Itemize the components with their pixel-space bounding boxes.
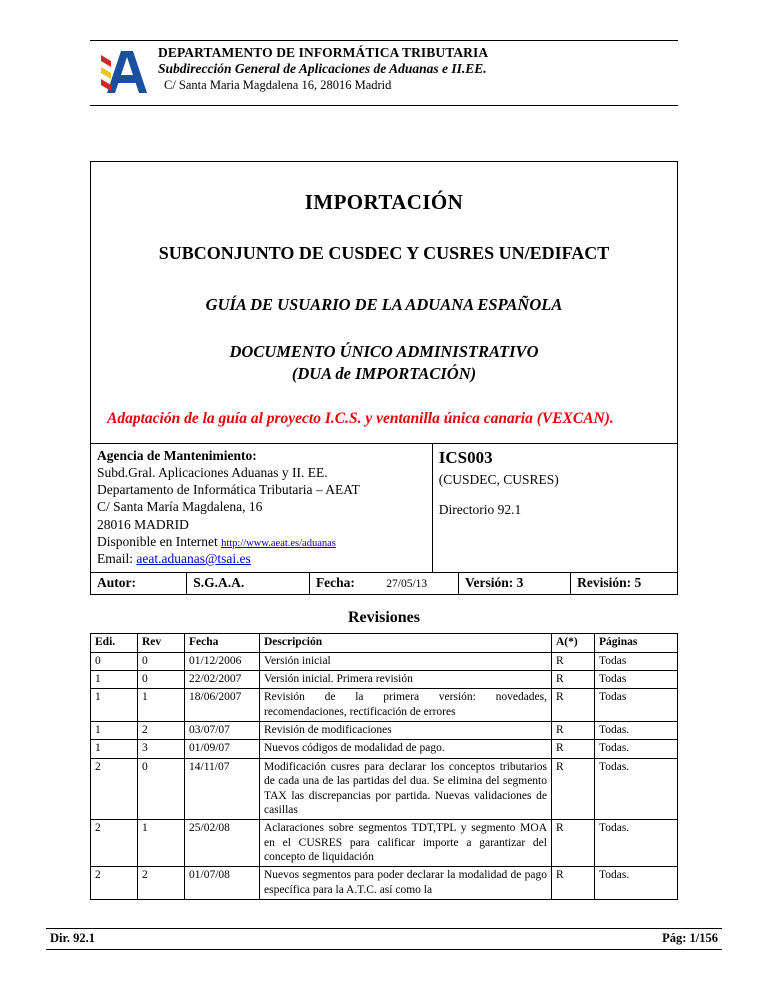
cell-rev: 2 bbox=[138, 722, 185, 740]
column-header-fecha: Fecha bbox=[185, 634, 260, 652]
agency-row bbox=[91, 443, 678, 572]
author-label-cell bbox=[91, 573, 187, 595]
document-title: IMPORTACIÓN bbox=[304, 190, 464, 214]
cell-rev: 1 bbox=[138, 689, 185, 722]
address-line: C/ Santa Maria Magdalena 16, 28016 Madrid bbox=[164, 77, 392, 92]
cell-rev: 0 bbox=[138, 758, 185, 820]
cell-fecha: 25/02/08 bbox=[185, 820, 260, 867]
footer-directory: Dir. 92.1 bbox=[50, 931, 96, 945]
cell-descripcion: Versión inicial. Primera revisión bbox=[260, 670, 552, 688]
column-header-edi: Edi. bbox=[91, 634, 138, 652]
cell-edi: 2 bbox=[91, 758, 138, 820]
footer-page-number: Pág: 1/156 bbox=[662, 931, 718, 945]
revision-cell bbox=[571, 573, 678, 595]
agency-line-4: 28016 MADRID bbox=[97, 516, 189, 532]
cell-a: R bbox=[552, 722, 595, 740]
aeat-website-link[interactable]: http://www.aeat.es/aduanas bbox=[221, 537, 336, 549]
cell-paginas: Todas. bbox=[595, 867, 678, 900]
version-label: Versión: 3 bbox=[465, 575, 524, 591]
header-text-block bbox=[156, 45, 678, 99]
cell-paginas: Todas bbox=[595, 689, 678, 722]
date-label: Fecha: bbox=[315, 575, 355, 591]
cell-edi: 2 bbox=[91, 867, 138, 900]
author-value: S.G.A.A. bbox=[193, 575, 245, 591]
author-value-cell bbox=[187, 573, 310, 595]
cell-paginas: Todas. bbox=[595, 722, 678, 740]
document-code-subtitle: (CUSDEC, CUSRES) bbox=[438, 471, 559, 487]
document-subtitle-3 bbox=[101, 341, 667, 385]
agency-details-cell bbox=[91, 443, 433, 572]
directory-label: Directorio 92.1 bbox=[438, 501, 522, 517]
author-label: Autor: bbox=[97, 575, 136, 591]
cell-rev: 0 bbox=[138, 652, 185, 670]
cell-edi: 1 bbox=[91, 722, 138, 740]
document-subtitle-2: GUÍA DE USUARIO DE LA ADUANA ESPAÑOLA bbox=[205, 295, 563, 315]
cell-fecha: 14/11/07 bbox=[185, 758, 260, 820]
agency-line-3: C/ Santa María Magdalena, 16 bbox=[97, 499, 263, 515]
date-cell bbox=[309, 573, 458, 595]
aeat-logo bbox=[90, 45, 156, 99]
cell-fecha: 18/06/2007 bbox=[185, 689, 260, 722]
agency-info-table bbox=[90, 443, 678, 573]
agency-label: Agencia de Mantenimiento: bbox=[97, 447, 257, 463]
document-header bbox=[90, 40, 678, 106]
cell-a: R bbox=[552, 820, 595, 867]
code-cell bbox=[432, 443, 677, 572]
cell-paginas: Todas. bbox=[595, 820, 678, 867]
cell-a: R bbox=[552, 758, 595, 820]
cell-fecha: 01/09/07 bbox=[185, 740, 260, 758]
aeat-logo-icon bbox=[99, 45, 151, 99]
cell-a: R bbox=[552, 670, 595, 688]
cell-fecha: 22/02/2007 bbox=[185, 670, 260, 688]
revisions-table bbox=[90, 633, 678, 900]
document-subtitle-3-line1: DOCUMENTO ÚNICO ADMINISTRATIVO bbox=[229, 342, 539, 362]
adaptation-note: Adaptación de la guía al proyecto I.C.S. y ventanilla única canaria (VEXCAN). bbox=[107, 409, 614, 427]
date-value: 27/05/13 bbox=[386, 578, 428, 591]
cell-paginas: Todas. bbox=[595, 740, 678, 758]
document-subtitle-3-line2: (DUA de IMPORTACIÓN) bbox=[291, 364, 477, 384]
cell-fecha: 01/07/08 bbox=[185, 867, 260, 900]
subdirection-name: Subdirección General de Aplicaciones de Aduanas e II.EE. bbox=[158, 61, 487, 77]
cell-descripcion: Nuevos segmentos para poder declarar la modalidad de pago específica para la A.T.C. así como la bbox=[260, 867, 552, 900]
table-row bbox=[91, 740, 678, 758]
cell-a: R bbox=[552, 867, 595, 900]
cell-rev: 2 bbox=[138, 867, 185, 900]
document-code: ICS003 bbox=[438, 447, 493, 467]
cell-edi: 2 bbox=[91, 820, 138, 867]
cell-descripcion: Revisión de la primera versión: novedades, recomendaciones, rectificación de errores bbox=[260, 689, 552, 722]
cell-descripcion: Aclaraciones sobre segmentos TDT,TPL y segmento MOA en el CUSRES para calificar importe a garantizar del concepto de liquidación bbox=[260, 820, 552, 867]
cell-descripcion: Modificación cusres para declarar los conceptos tributarios de cada una de las partidas del dua. Se elimina del segmento TAX las discrepancias por partida. Nuevas validaciones de casillas bbox=[260, 758, 552, 820]
page-footer bbox=[46, 928, 722, 950]
revisions-header-row bbox=[91, 634, 678, 652]
cell-edi: 1 bbox=[91, 670, 138, 688]
column-header-paginas: Páginas bbox=[595, 634, 678, 652]
internet-label: Disponible en Internet bbox=[97, 533, 218, 549]
table-row bbox=[91, 867, 678, 900]
cell-a: R bbox=[552, 689, 595, 722]
cell-descripcion: Versión inicial bbox=[260, 652, 552, 670]
title-block bbox=[90, 161, 678, 443]
internet-line bbox=[97, 533, 426, 550]
email-link[interactable]: aeat.aduanas@tsai.es bbox=[136, 551, 251, 566]
column-header-rev: Rev bbox=[138, 634, 185, 652]
cell-paginas: Todas. bbox=[595, 758, 678, 820]
revision-label: Revisión: 5 bbox=[577, 575, 642, 591]
department-name: DEPARTAMENTO DE INFORMÁTICA TRIBUTARIA bbox=[158, 45, 489, 60]
cell-fecha: 01/12/2006 bbox=[185, 652, 260, 670]
version-cell bbox=[459, 573, 571, 595]
agency-line-1: Subd.Gral. Aplicaciones Aduanas y II. EE. bbox=[97, 465, 328, 481]
agency-line-2: Departamento de Informática Tributaria – AEAT bbox=[97, 482, 360, 498]
revisions-heading: Revisiones bbox=[348, 609, 420, 627]
cell-rev: 3 bbox=[138, 740, 185, 758]
cell-a: R bbox=[552, 740, 595, 758]
cell-rev: 0 bbox=[138, 670, 185, 688]
table-row bbox=[91, 689, 678, 722]
cell-edi: 1 bbox=[91, 740, 138, 758]
cell-fecha: 03/07/07 bbox=[185, 722, 260, 740]
revisions-table-body bbox=[91, 652, 678, 900]
cell-paginas: Todas bbox=[595, 652, 678, 670]
document-subtitle-1: SUBCONJUNTO DE CUSDEC Y CUSRES UN/EDIFACT bbox=[158, 243, 610, 263]
author-info-table bbox=[90, 573, 678, 595]
cell-descripcion: Nuevos códigos de modalidad de pago. bbox=[260, 740, 552, 758]
cell-paginas: Todas bbox=[595, 670, 678, 688]
column-header-descripcion: Descripción bbox=[260, 634, 552, 652]
cell-edi: 0 bbox=[91, 652, 138, 670]
revisions-table-head bbox=[91, 634, 678, 652]
table-row bbox=[91, 722, 678, 740]
cell-rev: 1 bbox=[138, 820, 185, 867]
cell-a: R bbox=[552, 652, 595, 670]
cell-descripcion: Revisión de modificaciones bbox=[260, 722, 552, 740]
table-row bbox=[91, 820, 678, 867]
email-line bbox=[97, 550, 426, 567]
table-row bbox=[91, 652, 678, 670]
email-label: Email: bbox=[97, 551, 133, 566]
table-row bbox=[91, 758, 678, 820]
column-header-a: A(*) bbox=[552, 634, 595, 652]
author-row bbox=[91, 573, 678, 595]
table-row bbox=[91, 670, 678, 688]
cell-edi: 1 bbox=[91, 689, 138, 722]
